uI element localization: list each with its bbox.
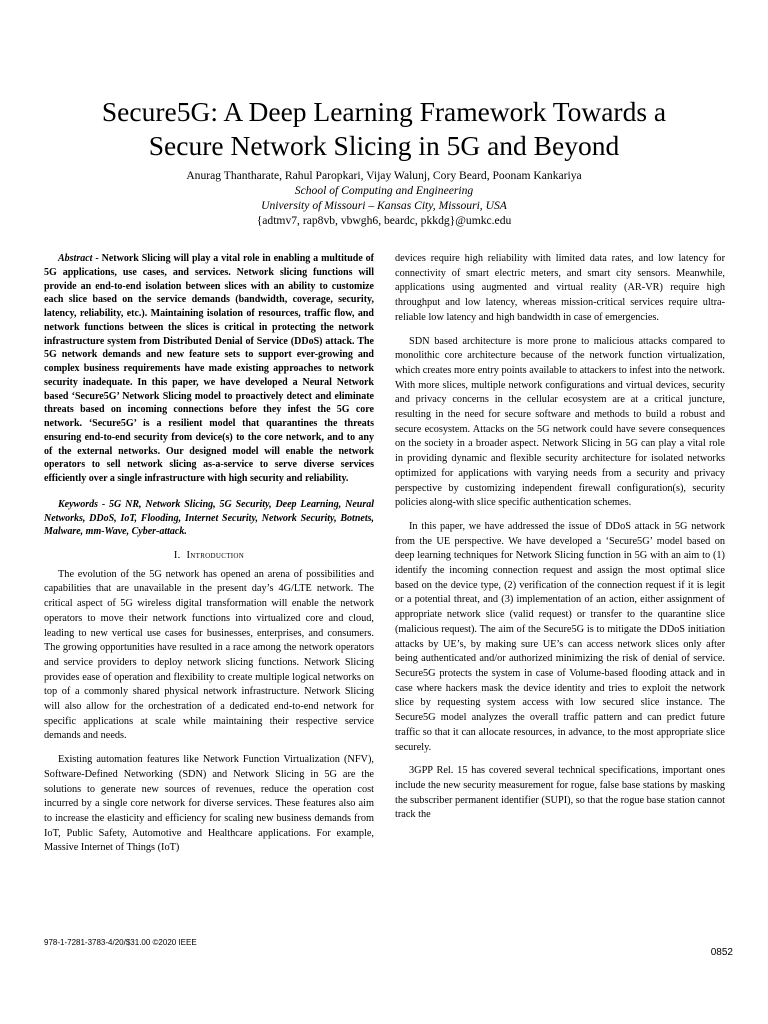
author-emails: {adtmv7, rap8vb, vbwgh6, beardc, pkkdg}@umkc.edu xyxy=(256,214,512,227)
right-paragraph-4: 3GPP Rel. 15 has covered several technical specifications, important ones include the new security measurement for rogue, false base stations by masking the subscriber permanent identifier (SUPI), so that the rogue base station cannot track the xyxy=(395,765,725,821)
left-column xyxy=(44,252,374,856)
right-column xyxy=(395,252,725,823)
title-line-1: Secure5G: A Deep Learning Framework Towards a xyxy=(101,96,667,127)
paper-title xyxy=(30,95,738,163)
section-title: Introduction xyxy=(186,550,245,561)
page-number: 0852 xyxy=(710,947,733,958)
abstract-label: Abstract xyxy=(58,253,93,264)
affiliation-university: University of Missouri – Kansas City, Missouri, USA xyxy=(261,199,507,212)
title-line-2: Secure Network Slicing in 5G and Beyond xyxy=(148,130,620,161)
abstract xyxy=(44,252,374,486)
right-paragraph-3: In this paper, we have addressed the issue of DDoS attack in 5G network from the UE perspective. We have developed a ‘Secure5G’ model based on deep learning techniques for Network Slicing function in 5G with an aim to (1) identify the incoming connection request and assign the most optimal slice based on the device type, (2) verification of the connection request if it is legit or a potential threat, and (3) implementation of an action, either assignment of appropriate network slice (valid request) or transfer to the quarantine slice (malicious request). The aim of the Secure5G is to mitigate the DDoS initiation attacks by UE’s, by making sure UE’s can access network slices only after being authenticated and/or authorized minimizing the risk of denial of service. Secure5G protects the system in case of Volume-based flooding attack and in case where hackers mask the device identity and tries to exploit the network slice by requesting system access with low secured slice instance. The Secure5G model analyzes the overall traffic pattern and can predict future traffic so that it can allocate resources, in advance, to the most appropriate slice securely. xyxy=(395,520,725,753)
author-block xyxy=(30,168,738,228)
right-paragraph-2: SDN based architecture is more prone to malicious attacks compared to monolithic core architecture because of the network function virtualization, which creates more entry points available to attackers to infest into the network. With more slices, multiple network configurations and virtual devices, security and privacy concerns in the cellular ecosystem are at a critical juncture, resulting in the need for secure software and methods to build a robust and secure ecosystem. Attacks on the 5G network could have severe consequences on the society in a broader aspect. Network Slicing in 5G can play a vital role in providing dynamic and flexible security architecture for isolated networks optimized for applications with varying needs from a security and privacy perspective by customizing independent firewall configuration(s), security policies along-with slice specific authentication schemes. xyxy=(395,335,725,509)
section-heading-introduction xyxy=(44,549,374,564)
intro-paragraph-2: Existing automation features like Network Function Virtualization (NFV), Software-Defined Networking (SDN) and Network Slicing in 5G are the solutions to generate new sources of revenues, reduce the operation cost incurred by a single core network for diverse services. These features also aim to increase the elasticity and efficiency for scaling new business demands from IoT, Public Safety, Automotive and Healthcare applications. For example, Massive Internet of Things (IoT) xyxy=(44,754,374,854)
intro-paragraph-1: The evolution of the 5G network has opened an arena of possibilities and capabilities that are unavailable in the present day’s 4G/LTE network. The critical aspect of 5G wireless digital transformation will enable the network operators to move their network functions into virtualized core and cloud, leading to new vertical use cases for businesses, enterprises, and consumers. The growing opportunities have resulted in a race among the network operators and service providers to deploy network slicing functions. Network Slicing provides ease of operation and flexibility to create multiple logical networks on top of a commonly shared physical network infrastructure. Network Slicing will also allow for the orchestration of a dedicated end-to-end network for specific applications at scale while maintaining their respective service demands and needs. xyxy=(44,568,374,742)
keywords: Keywords - 5G NR, Network Slicing, 5G Security, Deep Learning, Neural Networks, DDoS, IoT, Flooding, Internet Security, Network Security, Botnets, Malware, mm-Wave, Cyber-attack. xyxy=(44,498,374,538)
section-number: I. xyxy=(173,550,181,561)
affiliation-school: School of Computing and Engineering xyxy=(294,184,474,197)
right-paragraph-1: devices require high reliability with limited data rates, and low latency for connectivity of smart electric meters, and smart city sensors. Meanwhile, applications using augmented and virtual reality (AR-VR) require high throughput and low latency, whereas mission-critical services require ultra-reliable low latency and high bandwidth in case of emergencies. xyxy=(395,253,725,323)
footer-isbn: 978-1-7281-3783-4/20/$31.00 ©2020 IEEE xyxy=(44,938,197,947)
author-names: Anurag Thantharate, Rahul Paropkari, Vijay Walunj, Cory Beard, Poonam Kankariya xyxy=(186,169,582,182)
abstract-text: - Network Slicing will play a vital role in enabling a multitude of 5G applications, use cases, and services. Network slicing functions will provide an end-to-end isolation between slices with an ability to customize each slice based on the service demands (bandwidth, coverage, security, latency, reliability, etc.). Maintaining isolation of resources, traffic flow, and network functions between the slices is critical in protecting the network infrastructure system from Distributed Denial of Service (DDoS) attack. The 5G network demands and new feature sets to support ever-growing and complex business requirements have made existing approaches to network security inadequate. In this paper, we have developed a Neural Network based ‘Secure5G’ Network Slicing model to proactively detect and eliminate threats based on incoming connections before they infest the 5G core network. ‘Secure5G’ is a resilient model that quarantines the threats ensuring end-to-end security from device(s) to the core network, and to any of the external networks. Our designed model will enable the network operators to sell network slicing as-a-service to serve diverse services efficiently over a single infrastructure with high security and reliability. xyxy=(44,253,374,484)
